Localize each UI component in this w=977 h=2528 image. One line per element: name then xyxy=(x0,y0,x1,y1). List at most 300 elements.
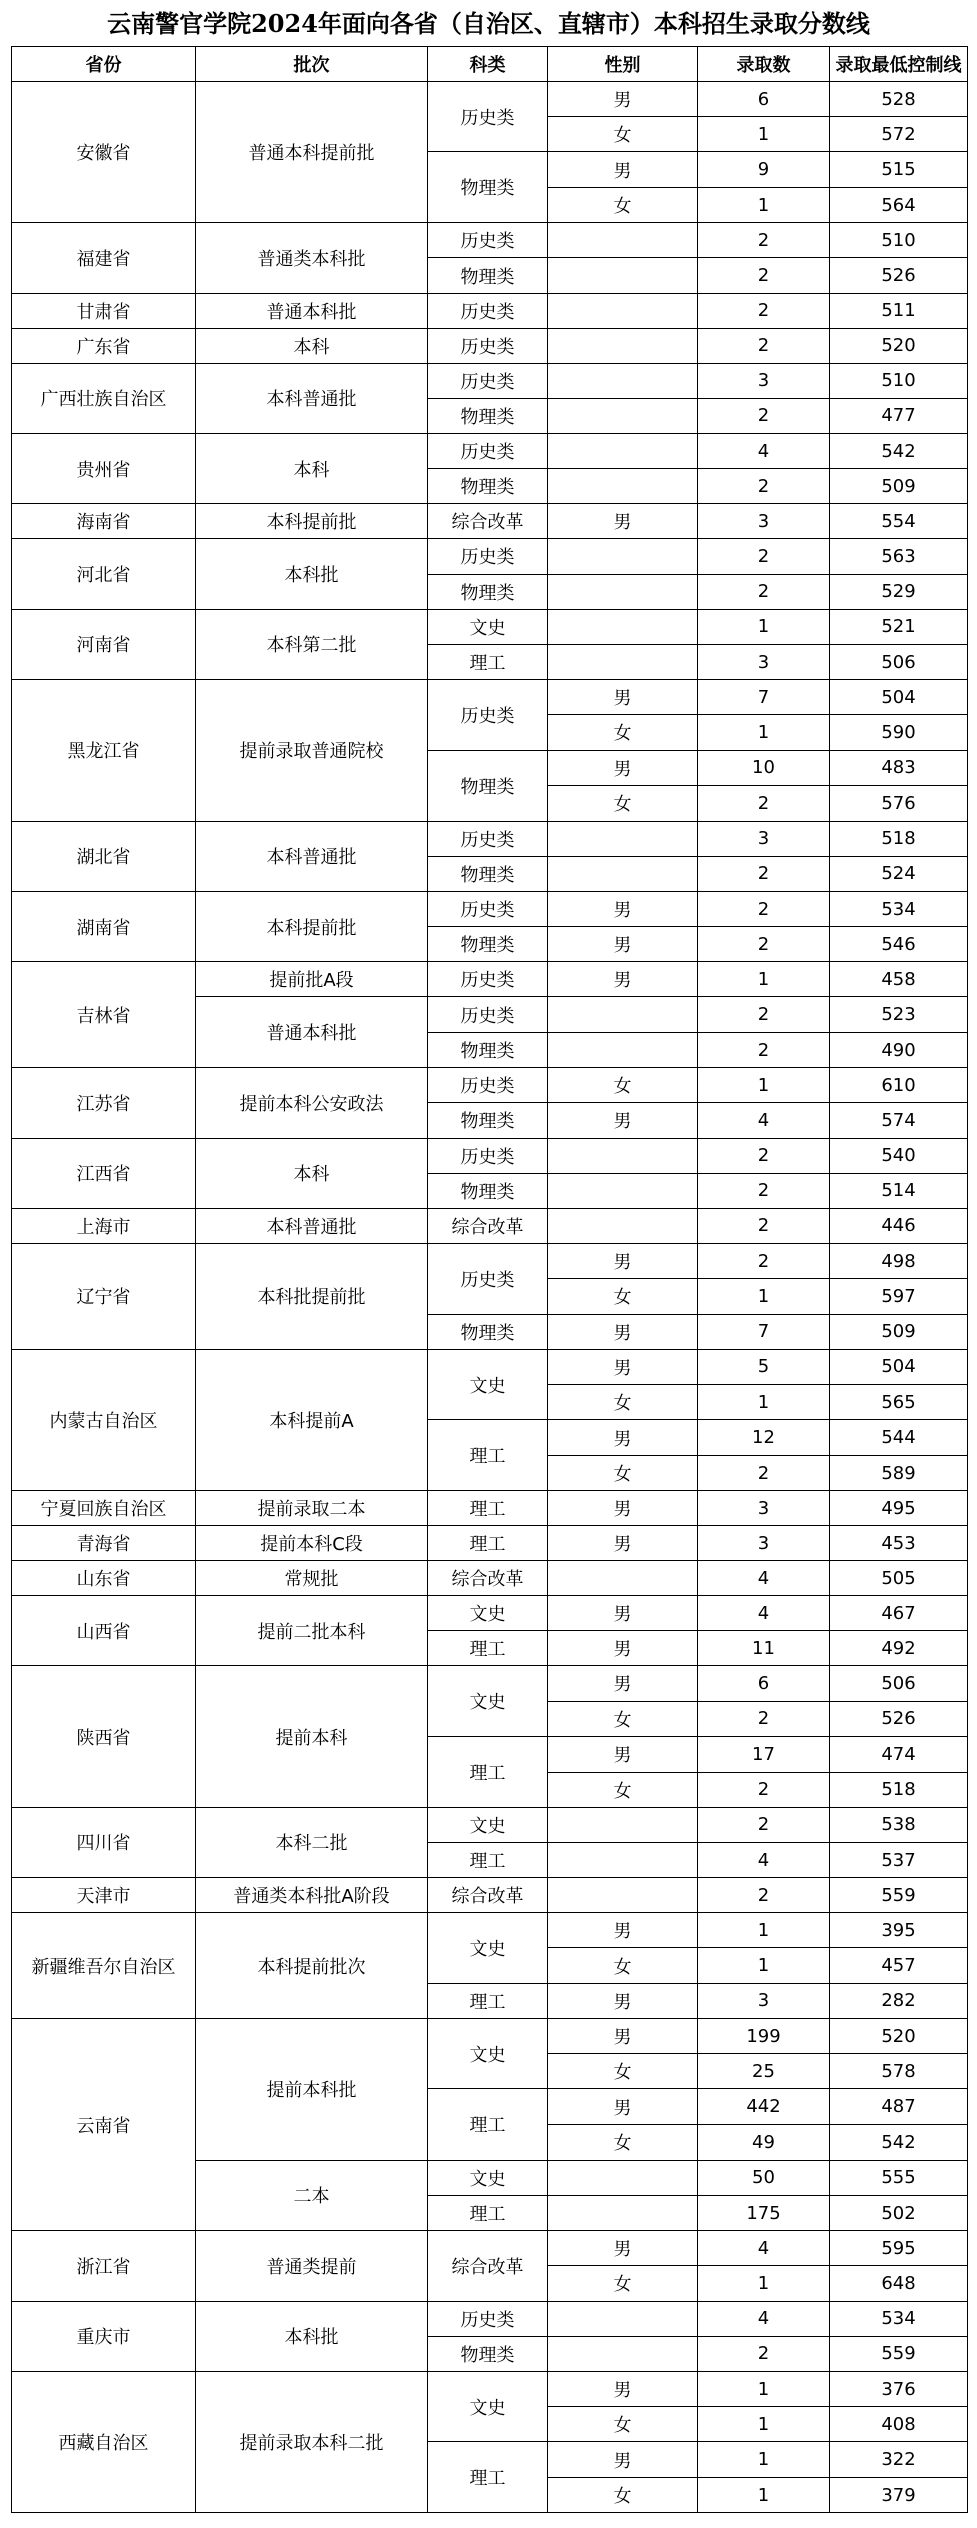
table-row xyxy=(12,1561,968,1596)
header-province: 省份 xyxy=(12,47,196,82)
category-cell: 物理类 xyxy=(428,2336,548,2371)
min-score-cell: 521 xyxy=(830,609,968,644)
admitted-count-cell: 17 xyxy=(698,1736,830,1772)
batch-cell: 本科提前批次 xyxy=(196,1913,428,2019)
min-score-cell: 574 xyxy=(830,1103,968,1138)
gender-cell: 女 xyxy=(548,1455,698,1490)
min-score-cell: 534 xyxy=(830,891,968,926)
province-cell: 贵州省 xyxy=(12,434,196,504)
table-row xyxy=(12,1807,968,1842)
batch-cell: 提前二批本科 xyxy=(196,1595,428,1665)
admitted-count-cell: 3 xyxy=(698,363,830,398)
table-row xyxy=(12,962,968,997)
min-score-cell: 515 xyxy=(830,152,968,188)
admitted-count-cell: 1 xyxy=(698,117,830,152)
table-row xyxy=(12,539,968,574)
batch-cell: 二本 xyxy=(196,2160,428,2231)
min-score-cell: 520 xyxy=(830,2018,968,2053)
category-cell: 文史 xyxy=(428,2018,548,2088)
gender-cell: 男 xyxy=(548,2089,698,2125)
admitted-count-cell: 3 xyxy=(698,1983,830,2018)
gender-cell xyxy=(548,1173,698,1208)
admitted-count-cell: 2 xyxy=(698,1208,830,1243)
category-cell: 理工 xyxy=(428,1526,548,1561)
gender-cell: 女 xyxy=(548,188,698,223)
category-cell: 理工 xyxy=(428,2195,548,2230)
table-row xyxy=(12,821,968,856)
gender-cell: 男 xyxy=(548,504,698,539)
min-score-cell: 546 xyxy=(830,927,968,962)
min-score-cell: 506 xyxy=(830,644,968,679)
admitted-count-cell: 1 xyxy=(698,2266,830,2301)
batch-cell: 本科第二批 xyxy=(196,609,428,679)
province-cell: 辽宁省 xyxy=(12,1243,196,1349)
category-cell: 综合改革 xyxy=(428,1561,548,1596)
gender-cell: 女 xyxy=(548,1701,698,1736)
admission-score-table xyxy=(11,46,968,2513)
batch-cell: 本科批 xyxy=(196,2301,428,2371)
province-cell: 重庆市 xyxy=(12,2301,196,2371)
page-title: 云南警官学院2024年面向各省（自治区、直辖市）本科招生录取分数线 xyxy=(107,9,870,38)
province-cell: 甘肃省 xyxy=(12,293,196,328)
admitted-count-cell: 2 xyxy=(698,1807,830,1842)
admitted-count-cell: 2 xyxy=(698,1772,830,1807)
category-cell: 历史类 xyxy=(428,223,548,258)
table-row xyxy=(12,1208,968,1243)
category-cell: 物理类 xyxy=(428,750,548,821)
gender-cell xyxy=(548,2301,698,2336)
min-score-cell: 590 xyxy=(830,715,968,750)
admitted-count-cell: 2 xyxy=(698,1701,830,1736)
gender-cell: 男 xyxy=(548,1420,698,1456)
gender-cell xyxy=(548,574,698,609)
min-score-cell: 502 xyxy=(830,2195,968,2230)
gender-cell: 女 xyxy=(548,2054,698,2089)
gender-cell: 女 xyxy=(548,2407,698,2442)
admitted-count-cell: 2 xyxy=(698,2336,830,2371)
gender-cell: 男 xyxy=(548,1349,698,1384)
admitted-count-cell: 4 xyxy=(698,434,830,469)
table-header-row xyxy=(12,47,968,82)
batch-cell: 本科二批 xyxy=(196,1807,428,1877)
min-score-cell: 572 xyxy=(830,117,968,152)
province-cell: 西藏自治区 xyxy=(12,2371,196,2512)
gender-cell xyxy=(548,1138,698,1173)
category-cell: 历史类 xyxy=(428,1068,548,1103)
gender-cell: 女 xyxy=(548,715,698,750)
category-cell: 理工 xyxy=(428,2089,548,2160)
batch-cell: 本科批 xyxy=(196,539,428,609)
gender-cell xyxy=(548,1878,698,1913)
admitted-count-cell: 2 xyxy=(698,927,830,962)
admitted-count-cell: 1 xyxy=(698,1068,830,1103)
gender-cell: 男 xyxy=(548,1526,698,1561)
admitted-count-cell: 4 xyxy=(698,1595,830,1630)
admitted-count-cell: 2 xyxy=(698,1878,830,1913)
gender-cell: 女 xyxy=(548,1279,698,1314)
gender-cell xyxy=(548,2336,698,2371)
batch-cell: 本科普通批 xyxy=(196,821,428,891)
min-score-cell: 408 xyxy=(830,2407,968,2442)
category-cell: 物理类 xyxy=(428,1103,548,1138)
gender-cell xyxy=(548,856,698,891)
table-row xyxy=(12,2301,968,2336)
province-cell: 云南省 xyxy=(12,2018,196,2230)
province-cell: 广东省 xyxy=(12,328,196,363)
province-cell: 新疆维吾尔自治区 xyxy=(12,1913,196,2019)
gender-cell xyxy=(548,2160,698,2195)
admitted-count-cell: 1 xyxy=(698,609,830,644)
category-cell: 物理类 xyxy=(428,258,548,293)
min-score-cell: 520 xyxy=(830,328,968,363)
min-score-cell: 474 xyxy=(830,1736,968,1772)
category-cell: 文史 xyxy=(428,2371,548,2441)
category-cell: 文史 xyxy=(428,1666,548,1736)
min-score-cell: 610 xyxy=(830,1068,968,1103)
min-score-cell: 477 xyxy=(830,398,968,433)
category-cell: 理工 xyxy=(428,1420,548,1491)
admitted-count-cell: 2 xyxy=(698,1243,830,1278)
category-cell: 理工 xyxy=(428,1736,548,1807)
category-cell: 物理类 xyxy=(428,152,548,223)
admitted-count-cell: 3 xyxy=(698,1526,830,1561)
batch-cell: 本科批提前批 xyxy=(196,1243,428,1349)
min-score-cell: 563 xyxy=(830,539,968,574)
category-cell: 历史类 xyxy=(428,997,548,1033)
category-cell: 理工 xyxy=(428,2442,548,2513)
category-cell: 综合改革 xyxy=(428,2231,548,2301)
admitted-count-cell: 2 xyxy=(698,1138,830,1173)
table-row xyxy=(12,2018,968,2053)
gender-cell: 男 xyxy=(548,1243,698,1278)
batch-cell: 普通类提前 xyxy=(196,2231,428,2301)
admitted-count-cell: 6 xyxy=(698,1666,830,1701)
province-cell: 江西省 xyxy=(12,1138,196,1208)
header-min-score: 录取最低控制线 xyxy=(830,47,968,82)
table-row xyxy=(12,2371,968,2406)
batch-cell: 提前本科批 xyxy=(196,2018,428,2160)
batch-cell: 普通本科提前批 xyxy=(196,81,428,222)
min-score-cell: 510 xyxy=(830,223,968,258)
min-score-cell: 506 xyxy=(830,1666,968,1701)
category-cell: 文史 xyxy=(428,1349,548,1419)
min-score-cell: 524 xyxy=(830,856,968,891)
min-score-cell: 395 xyxy=(830,1913,968,1948)
batch-cell: 提前录取二本 xyxy=(196,1491,428,1526)
gender-cell: 女 xyxy=(548,1772,698,1807)
admitted-count-cell: 4 xyxy=(698,1103,830,1138)
gender-cell: 女 xyxy=(548,1385,698,1420)
min-score-cell: 498 xyxy=(830,1243,968,1278)
gender-cell xyxy=(548,997,698,1033)
category-cell: 综合改革 xyxy=(428,504,548,539)
gender-cell xyxy=(548,644,698,679)
min-score-cell: 559 xyxy=(830,1878,968,1913)
batch-cell: 本科 xyxy=(196,434,428,504)
admitted-count-cell: 2 xyxy=(698,398,830,433)
province-cell: 河北省 xyxy=(12,539,196,609)
min-score-cell: 514 xyxy=(830,1173,968,1208)
admitted-count-cell: 1 xyxy=(698,2371,830,2406)
admitted-count-cell: 1 xyxy=(698,1913,830,1948)
gender-cell: 女 xyxy=(548,117,698,152)
min-score-cell: 376 xyxy=(830,2371,968,2406)
admitted-count-cell: 199 xyxy=(698,2018,830,2053)
gender-cell xyxy=(548,1842,698,1877)
category-cell: 历史类 xyxy=(428,2301,548,2336)
province-cell: 湖南省 xyxy=(12,891,196,961)
min-score-cell: 446 xyxy=(830,1208,968,1243)
gender-cell xyxy=(548,328,698,363)
province-cell: 天津市 xyxy=(12,1878,196,1913)
gender-cell: 男 xyxy=(548,1666,698,1701)
gender-cell: 女 xyxy=(548,2125,698,2160)
gender-cell xyxy=(548,258,698,293)
admitted-count-cell: 4 xyxy=(698,2301,830,2336)
category-cell: 历史类 xyxy=(428,539,548,574)
min-score-cell: 505 xyxy=(830,1561,968,1596)
min-score-cell: 453 xyxy=(830,1526,968,1561)
min-score-cell: 467 xyxy=(830,1595,968,1630)
table-row xyxy=(12,223,968,258)
province-cell: 福建省 xyxy=(12,223,196,293)
gender-cell: 女 xyxy=(548,1068,698,1103)
gender-cell: 男 xyxy=(548,1913,698,1948)
table-row xyxy=(12,1243,968,1278)
min-score-cell: 534 xyxy=(830,2301,968,2336)
gender-cell xyxy=(548,469,698,504)
admitted-count-cell: 9 xyxy=(698,152,830,188)
min-score-cell: 578 xyxy=(830,2054,968,2089)
table-row xyxy=(12,504,968,539)
gender-cell: 男 xyxy=(548,1103,698,1138)
gender-cell: 男 xyxy=(548,962,698,997)
category-cell: 历史类 xyxy=(428,328,548,363)
header-gender: 性别 xyxy=(548,47,698,82)
min-score-cell: 518 xyxy=(830,821,968,856)
gender-cell xyxy=(548,1807,698,1842)
min-score-cell: 529 xyxy=(830,574,968,609)
table-row xyxy=(12,434,968,469)
province-cell: 黑龙江省 xyxy=(12,680,196,821)
table-row xyxy=(12,1595,968,1630)
min-score-cell: 495 xyxy=(830,1491,968,1526)
batch-cell: 提前录取普通院校 xyxy=(196,680,428,821)
admitted-count-cell: 2 xyxy=(698,328,830,363)
admitted-count-cell: 49 xyxy=(698,2125,830,2160)
min-score-cell: 523 xyxy=(830,997,968,1033)
batch-cell: 本科提前A xyxy=(196,1349,428,1490)
category-cell: 历史类 xyxy=(428,1138,548,1173)
min-score-cell: 544 xyxy=(830,1420,968,1456)
batch-cell: 提前本科 xyxy=(196,1666,428,1807)
header-batch: 批次 xyxy=(196,47,428,82)
table-row xyxy=(12,1138,968,1173)
batch-cell: 本科普通批 xyxy=(196,1208,428,1243)
table-row xyxy=(12,1349,968,1384)
min-score-cell: 576 xyxy=(830,786,968,821)
admitted-count-cell: 1 xyxy=(698,188,830,223)
gender-cell xyxy=(548,1208,698,1243)
admitted-count-cell: 4 xyxy=(698,2231,830,2266)
admitted-count-cell: 442 xyxy=(698,2089,830,2125)
category-cell: 历史类 xyxy=(428,891,548,926)
province-cell: 山东省 xyxy=(12,1561,196,1596)
province-cell: 四川省 xyxy=(12,1807,196,1877)
min-score-cell: 518 xyxy=(830,1772,968,1807)
min-score-cell: 559 xyxy=(830,2336,968,2371)
gender-cell: 男 xyxy=(548,1491,698,1526)
category-cell: 历史类 xyxy=(428,81,548,151)
table-row xyxy=(12,1068,968,1103)
gender-cell xyxy=(548,821,698,856)
min-score-cell: 510 xyxy=(830,363,968,398)
gender-cell xyxy=(548,1032,698,1067)
admitted-count-cell: 1 xyxy=(698,1279,830,1314)
gender-cell xyxy=(548,609,698,644)
min-score-cell: 589 xyxy=(830,1455,968,1490)
table-row xyxy=(12,891,968,926)
category-cell: 历史类 xyxy=(428,363,548,398)
table-row xyxy=(12,81,968,116)
table-row xyxy=(12,1526,968,1561)
gender-cell: 男 xyxy=(548,927,698,962)
gender-cell xyxy=(548,539,698,574)
category-cell: 物理类 xyxy=(428,856,548,891)
min-score-cell: 542 xyxy=(830,434,968,469)
category-cell: 文史 xyxy=(428,1595,548,1630)
admitted-count-cell: 2 xyxy=(698,258,830,293)
province-cell: 青海省 xyxy=(12,1526,196,1561)
min-score-cell: 483 xyxy=(830,750,968,786)
table-row xyxy=(12,1666,968,1701)
min-score-cell: 554 xyxy=(830,504,968,539)
admitted-count-cell: 10 xyxy=(698,750,830,786)
gender-cell xyxy=(548,434,698,469)
gender-cell: 男 xyxy=(548,680,698,715)
admitted-count-cell: 11 xyxy=(698,1631,830,1666)
admitted-count-cell: 2 xyxy=(698,786,830,821)
category-cell: 历史类 xyxy=(428,293,548,328)
province-cell: 湖北省 xyxy=(12,821,196,891)
category-cell: 理工 xyxy=(428,1631,548,1666)
gender-cell: 女 xyxy=(548,786,698,821)
min-score-cell: 282 xyxy=(830,1983,968,2018)
table-row xyxy=(12,680,968,715)
category-cell: 文史 xyxy=(428,1807,548,1842)
table-row xyxy=(12,1491,968,1526)
admitted-count-cell: 12 xyxy=(698,1420,830,1456)
batch-cell: 本科普通批 xyxy=(196,363,428,433)
batch-cell: 提前批A段 xyxy=(196,962,428,997)
admitted-count-cell: 2 xyxy=(698,891,830,926)
min-score-cell: 597 xyxy=(830,1279,968,1314)
batch-cell: 提前录取本科二批 xyxy=(196,2371,428,2512)
admitted-count-cell: 5 xyxy=(698,1349,830,1384)
gender-cell: 男 xyxy=(548,81,698,116)
admitted-count-cell: 2 xyxy=(698,1173,830,1208)
batch-cell: 本科提前批 xyxy=(196,504,428,539)
category-cell: 理工 xyxy=(428,1491,548,1526)
category-cell: 综合改革 xyxy=(428,1878,548,1913)
batch-cell: 普通本科批 xyxy=(196,997,428,1068)
table-row xyxy=(12,2231,968,2266)
admitted-count-cell: 1 xyxy=(698,2478,830,2513)
batch-cell: 常规批 xyxy=(196,1561,428,1596)
table-row xyxy=(12,1913,968,1948)
min-score-cell: 509 xyxy=(830,1314,968,1349)
admitted-count-cell: 1 xyxy=(698,1385,830,1420)
gender-cell: 男 xyxy=(548,2371,698,2406)
header-category: 科类 xyxy=(428,47,548,82)
admitted-count-cell: 2 xyxy=(698,469,830,504)
province-cell: 内蒙古自治区 xyxy=(12,1349,196,1490)
admitted-count-cell: 3 xyxy=(698,504,830,539)
category-cell: 历史类 xyxy=(428,680,548,750)
province-cell: 河南省 xyxy=(12,609,196,679)
admitted-count-cell: 3 xyxy=(698,821,830,856)
gender-cell: 男 xyxy=(548,1631,698,1666)
admitted-count-cell: 1 xyxy=(698,1948,830,1983)
admitted-count-cell: 2 xyxy=(698,539,830,574)
min-score-cell: 487 xyxy=(830,2089,968,2125)
admitted-count-cell: 7 xyxy=(698,1314,830,1349)
min-score-cell: 511 xyxy=(830,293,968,328)
admitted-count-cell: 3 xyxy=(698,1491,830,1526)
table-row xyxy=(12,293,968,328)
admitted-count-cell: 6 xyxy=(698,81,830,116)
province-cell: 广西壮族自治区 xyxy=(12,363,196,433)
province-cell: 浙江省 xyxy=(12,2231,196,2301)
batch-cell: 提前本科C段 xyxy=(196,1526,428,1561)
category-cell: 理工 xyxy=(428,1983,548,2018)
admitted-count-cell: 1 xyxy=(698,2442,830,2478)
table-row xyxy=(12,609,968,644)
min-score-cell: 538 xyxy=(830,1807,968,1842)
category-cell: 理工 xyxy=(428,644,548,679)
gender-cell xyxy=(548,293,698,328)
admitted-count-cell: 4 xyxy=(698,1842,830,1877)
min-score-cell: 648 xyxy=(830,2266,968,2301)
category-cell: 历史类 xyxy=(428,962,548,997)
min-score-cell: 526 xyxy=(830,258,968,293)
category-cell: 物理类 xyxy=(428,398,548,433)
min-score-cell: 492 xyxy=(830,1631,968,1666)
min-score-cell: 564 xyxy=(830,188,968,223)
min-score-cell: 540 xyxy=(830,1138,968,1173)
gender-cell xyxy=(548,223,698,258)
province-cell: 江苏省 xyxy=(12,1068,196,1138)
gender-cell: 男 xyxy=(548,1736,698,1772)
province-cell: 安徽省 xyxy=(12,81,196,222)
table-row xyxy=(12,363,968,398)
batch-cell: 普通类本科批A阶段 xyxy=(196,1878,428,1913)
gender-cell xyxy=(548,398,698,433)
batch-cell: 本科 xyxy=(196,1138,428,1208)
min-score-cell: 379 xyxy=(830,2478,968,2513)
min-score-cell: 537 xyxy=(830,1842,968,1877)
gender-cell: 男 xyxy=(548,1983,698,2018)
gender-cell: 男 xyxy=(548,2231,698,2266)
province-cell: 宁夏回族自治区 xyxy=(12,1491,196,1526)
admitted-count-cell: 25 xyxy=(698,2054,830,2089)
batch-cell: 普通类本科批 xyxy=(196,223,428,293)
category-cell: 物理类 xyxy=(428,927,548,962)
category-cell: 历史类 xyxy=(428,434,548,469)
admitted-count-cell: 1 xyxy=(698,962,830,997)
min-score-cell: 555 xyxy=(830,2160,968,2195)
min-score-cell: 458 xyxy=(830,962,968,997)
